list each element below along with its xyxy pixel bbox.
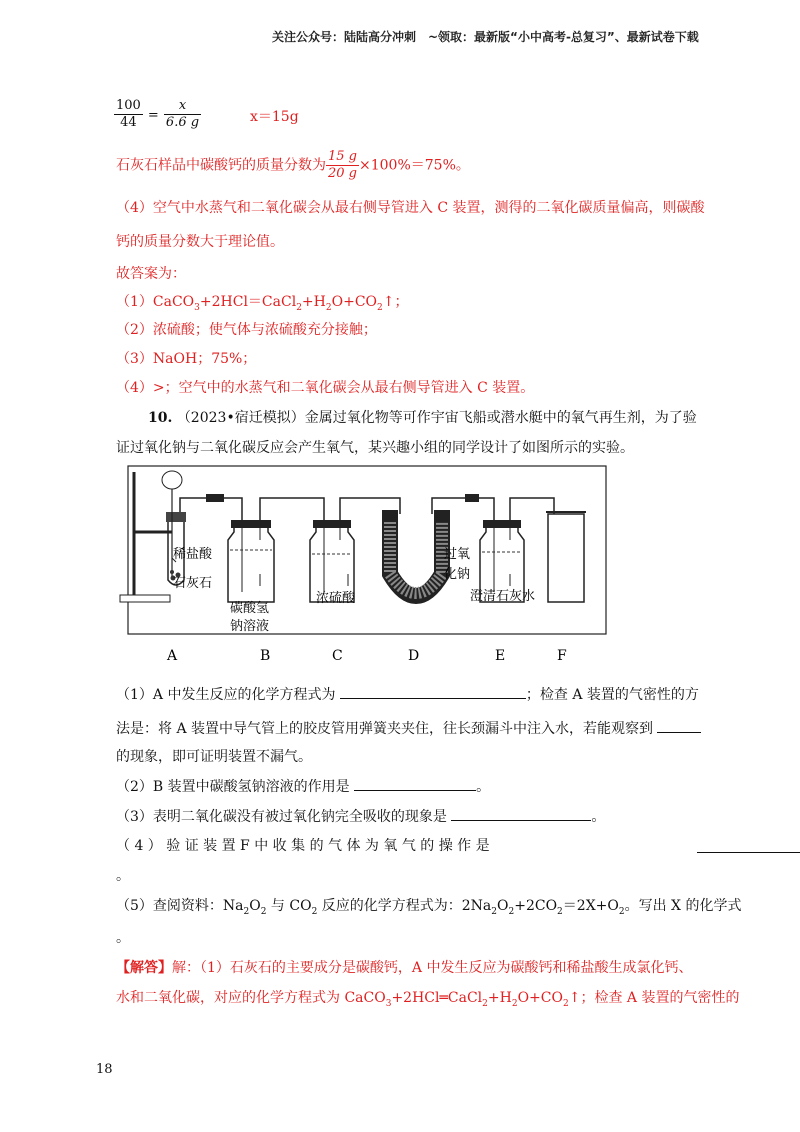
letter-f: F	[557, 648, 567, 664]
letter-c: C	[332, 648, 343, 664]
fraction-100-44: $\frac{100}{44}$	[116, 98, 141, 130]
letter-b: B	[260, 648, 271, 664]
label-dilute-hcl: 稀盐酸	[173, 547, 213, 562]
funnel-bulb	[162, 471, 182, 489]
letter-e: E	[495, 648, 506, 664]
apparatus-figure	[110, 462, 610, 672]
q1-line1: （1）A 中发生反应的化学方程式为 ；检查 A 装置的气密性的方	[116, 684, 699, 705]
stand-base	[120, 595, 170, 602]
question-10-line1: 10. （2023•宿迁模拟）金属过氧化物等可作宇宙飞船或潜水艇中的氧气再生剂，为了验	[148, 410, 697, 426]
answer-1: $(1)CaCO_3+2HCl=CaCl_2+H_2O+CO_2↑$；	[116, 294, 409, 313]
label-na2o2-1: 过氧	[444, 547, 471, 562]
solution-line2: 水和二氧化碳，对应的化学方程式为 $CaCO_3+2HCl═CaCl_2+H_2O+CO_2↑$；检查 A 装置的气密性的	[116, 990, 740, 1009]
page-number: 18	[96, 1062, 113, 1077]
letter-d: D	[408, 648, 420, 664]
page-header: 关注公众号：陆陆高分冲刺 ~领取：最新版“小中高考-总复习”、最新试卷下载	[272, 30, 699, 44]
clip-2	[465, 494, 479, 502]
bottle-b	[228, 526, 274, 602]
answer-4: （4）>；空气中的水蒸气和二氧化碳会从最右侧导管进入 C 装置。	[116, 380, 535, 396]
label-na2o2-2: 化钠	[444, 567, 471, 582]
solution-line1: 【解答】解：（1）石灰石的主要成分是碳酸钙，A 中发生反应为碳酸钙和稀盐酸生成氯化钙、	[116, 960, 693, 976]
label-nahco3-1: 碳酸氢	[230, 601, 270, 616]
q1-line2: 法是：将 A 装置中导气管上的胶皮管用弹簧夹夹住，往长颈漏斗中注入水，若能观察到	[116, 718, 701, 739]
bottle-f	[548, 514, 584, 602]
answer-3: （3）NaOH；75%；	[116, 351, 257, 367]
question-number: 10.	[148, 410, 173, 426]
fraction-x-6.6g: $\frac{x}{6.6 g}$	[165, 98, 200, 130]
q1-line3: 的现象，即可证明装置不漏气。	[116, 749, 312, 765]
label-conc-h2so4: 浓硫酸	[316, 591, 356, 606]
q4-end: 。	[116, 868, 130, 884]
solution-tag: 【解答】	[116, 960, 172, 976]
part4-explain-line2: 钙的质量分数大于理论值。	[116, 234, 284, 250]
answers-title: 故答案为：	[116, 266, 186, 282]
question-10-line2: 证过氧化钠与二氧化碳反应会产生氧气，某兴趣小组的同学设计了如图所示的实验。	[116, 440, 634, 456]
fraction-15g-20g: $\frac{15 g}{20 g}$	[328, 149, 357, 181]
mass-fraction-line: 石灰石样品中碳酸钙的质量分数为 $\frac{15 g}{20 g}$ ×100%＝75%。	[116, 149, 470, 181]
proportion-equation: $\frac{100}{44}$ = $\frac{x}{6.6 g}$	[116, 98, 200, 130]
label-limewater: 澄清石灰水	[470, 589, 536, 604]
stopper-a	[166, 512, 186, 522]
q4-line: （ 4 ） 验 证 装 置 F 中 收 集 的 气 体 为 氧 气 的 操 作 是	[116, 838, 490, 854]
clip-1	[206, 494, 224, 502]
label-nahco3-2: 钠溶液	[230, 619, 270, 634]
q5-line: （5）查阅资料：$Na_2O_2$ 与 $CO_2$ 反应的化学方程式为：$2Na_2O_2+2CO_2=2X+O_2$。写出 X 的化学式	[116, 898, 742, 917]
answer-blank-q1-phenomenon[interactable]	[657, 718, 701, 733]
answer-2: （2）浓硫酸；使气体与浓硫酸充分接触；	[116, 322, 377, 338]
answer-blank-q3[interactable]	[451, 806, 591, 821]
q5-end: 。	[116, 930, 130, 946]
result-x: x＝15g	[250, 109, 299, 125]
q2-line: （2）B 装置中碳酸氢钠溶液的作用是 。	[116, 776, 490, 797]
q3-line: （3）表明二氧化碳没有被过氧化钠完全吸收的现象是 。	[116, 806, 605, 827]
answer-blank-q2[interactable]	[354, 776, 476, 791]
answer-blank-q4[interactable]	[697, 838, 800, 853]
part4-explain-line1: （4）空气中水蒸气和二氧化碳会从最右侧导管进入 C 装置，测得的二氧化碳质量偏高，则碳酸	[116, 200, 705, 216]
answer-blank-q1-equation[interactable]	[340, 684, 526, 699]
label-limestone: 石灰石	[173, 576, 213, 591]
letter-a: A	[167, 648, 178, 664]
